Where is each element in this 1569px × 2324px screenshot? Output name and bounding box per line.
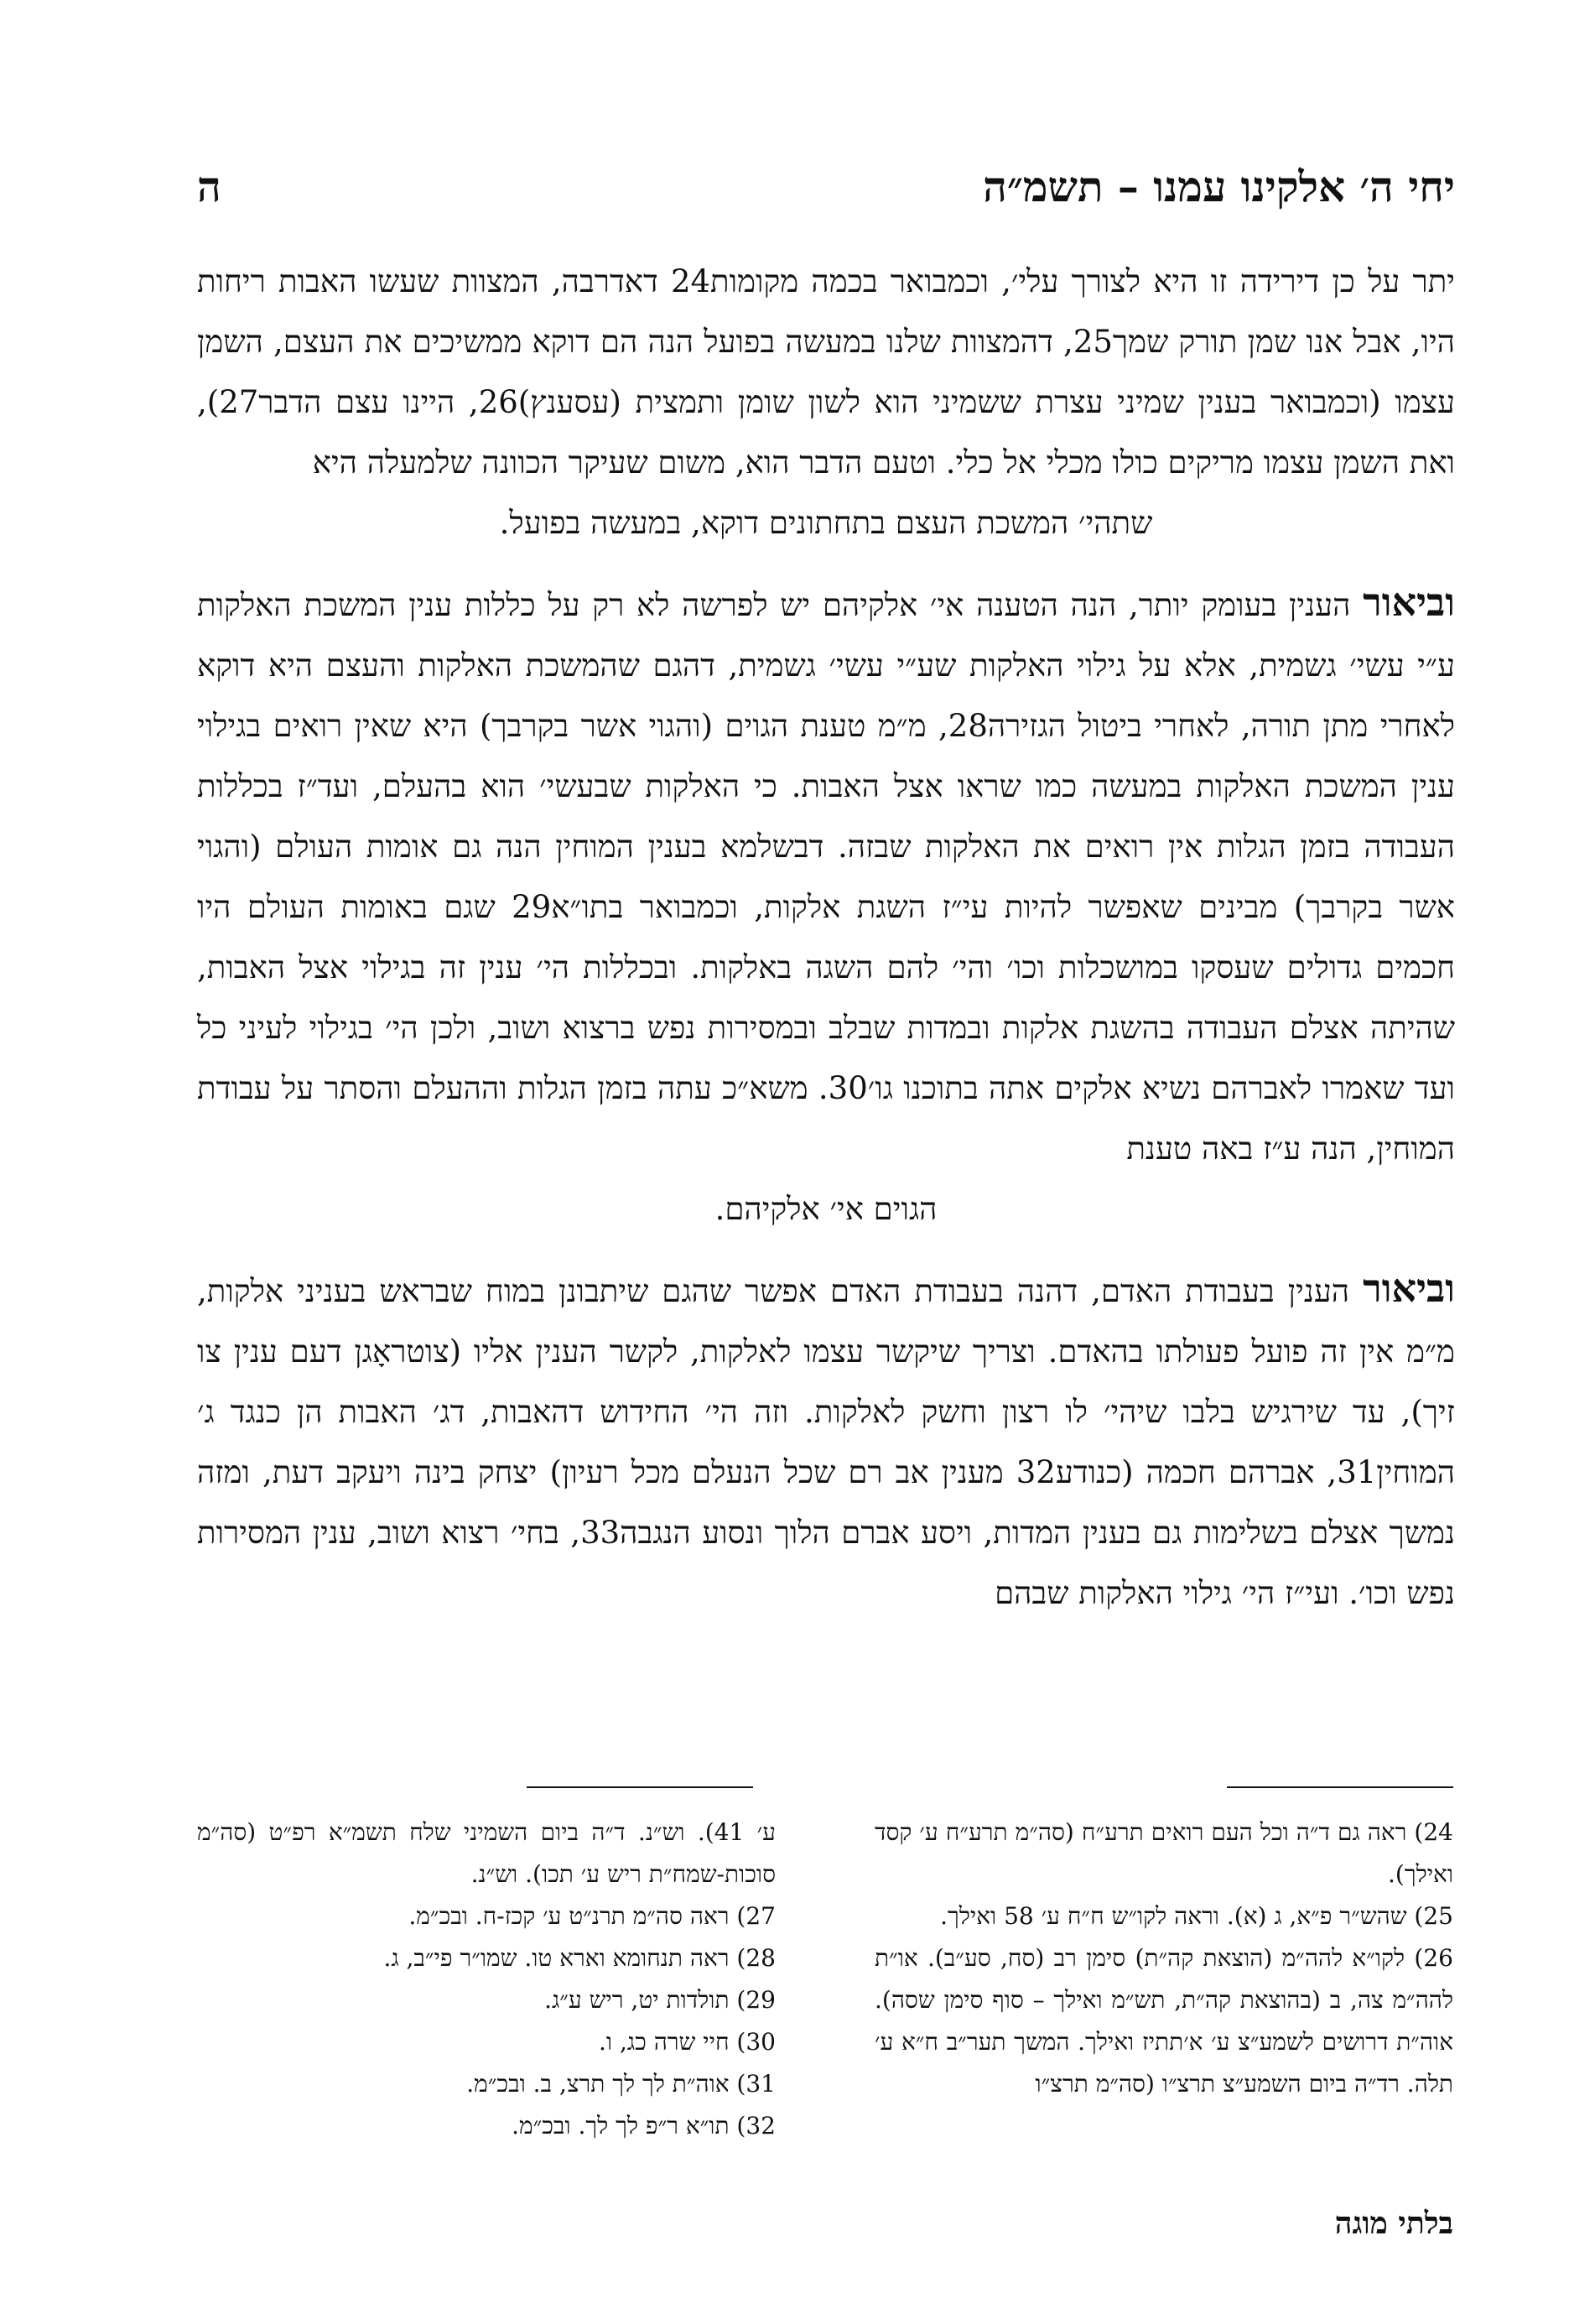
footnote: 31) אוה״ת לך לך תרצ, ב. ובכ״מ. [466, 2070, 776, 2098]
footnotes-left-column [197, 1812, 776, 2147]
footnote: 26) לקו״א להה״מ (הוצאת קה״ת) סימן רב (סח, סע״ב). או״ת להה״מ צה, ב (בהוצאת קה״ת, תש״מ ואילך – סוף סימן שסה). אוה״ת דרושים לשמע״צ ע׳ א׳תתיז ואילך. המשך תער״ב ח״א ע׳ תלה. רד״ה ביום השמע״צ תרצ״ו (סה״מ תרצ״ו [875, 1944, 1454, 2098]
footnote: 25) שהש״ר פ״א, ג (א). וראה לקו״ש ח״ח ע׳ 58 ואילך. [940, 1902, 1453, 1930]
paragraph-text: הענין בעומק יותר, הנה הטענה אי׳ אלקיהם יש לפרשה לא רק על כללות ענין המשכת האלקות ע״י עשי׳ גשמית, אלא על גילוי האלקות שע״י עשי׳ גשמית, דהגם שהמשכת האלקות והעצם היא דוקא לאחרי מתן תורה, לאחרי ביטול הגזירה28, מ״מ טענת הגוים (והגוי אשר בקרבך) היא שאין רואים בגילוי ענין המשכת האלקות במעשה כמו שראו אצל האבות. כי האלקות שבעשי׳ הוא בהעלם, ועד״ז בכללות העבודה בזמן הגלות אין רואים את האלקות שבזה. דבשלמא בענין המוחין הנה גם אומות העולם (והגוי אשר בקרבך) מבינים שאפשר להיות עי״ז השגת אלקות, וכמבואר בתו״א29 שגם באומות העולם היו חכמים גדולים שעסקו במושכלות וכו׳ והי׳ להם השגה באלקות. ובכללות הי׳ ענין זה בגילוי אצל האבות, שהיתה אצלם העבודה בהשגת אלקות ובמדות שבלב ובמסירות נפש ברצוא ושוב, ולכן הי׳ בגילוי לעיני כל ועד שאמרו לאברהם נשיא אלקים אתה בתוכנו גו׳30. משא״כ עתה בזמן הגלות וההעלם והסתר על עבודת המוחין, הנה ע״ז באה טענת [197, 587, 1455, 1167]
page-letter: ה [197, 161, 221, 211]
footnotes-right-column [875, 1812, 1453, 2105]
footnote: 30) חיי שרה כג, ו. [599, 2028, 776, 2056]
paragraph-3 [197, 1258, 1455, 1624]
footnote-divider-left [527, 1786, 753, 1788]
footnote: 27) ראה סה״מ תרנ״ט ע׳ קכז-ח. ובכ״מ. [408, 1902, 776, 1930]
footnote-divider-right [1227, 1786, 1453, 1788]
page-title: יחי ה׳ אלקינו עמנו – תשמ״ה [983, 161, 1455, 211]
page-header [197, 153, 1455, 220]
footnote: 29) תולדות יט, ריש ע״ג. [544, 1986, 776, 2014]
footnote: ע׳ 41). וש״נ. ד״ה ביום השמיני שלח תשמ״א רפ״ט (סה״מ סוכות-שמח״ת ריש ע׳ תכו). וש״נ. [197, 1818, 777, 1888]
footnote: 24) ראה גם ד״ה וכל העם רואים תרע״ח (סה״מ תרע״ח ע׳ קסד ואילך). [875, 1818, 1453, 1888]
paragraph-text: יתר על כן דירידה זו היא לצורך עלי׳, וכמבואר בכמה מקומות24 דאדרבה, המצוות שעשו האבות ריחות היו, אבל אנו שמן תורק שמך25, דהמצוות שלנו במעשה בפועל הנה הם דוקא ממשיכים את העצם, השמן עצמו (וכמבואר בענין שמיני עצרת ששמיני הוא לשון שומן ותמצית (עסענץ)26, היינו עצם הדבר27), ואת השמן עצמו מריקים כולו מכלי אל כלי. וטעם הדבר הוא, משום שעיקר הכוונה שלמעלה היא [197, 263, 1455, 481]
lead-word: וביאור [1363, 1266, 1455, 1311]
unedited-note: בלתי מוגה [1334, 2206, 1453, 2241]
paragraph-text: הענין בעבודת האדם, דהנה בעבודת האדם אפשר שהגם שיתבונן במוח שבראש בעניני אלקות, מ״מ אין זה פועל פעולתו בהאדם. וצריך שיקשר עצמו לאלקות, לקשר הענין אליו (צוטראָגן דעם ענין צו זיך), עד שירגיש בלבו שיהי׳ לו רצון וחשק לאלקות. וזה הי׳ החידוש דהאבות, דג׳ האבות הן כנגד ג׳ המוחין31, אברהם חכמה (כנודע32 מענין אב רם שכל הנעלם מכל רעיון) יצחק בינה ויעקב דעת, ומזה נמשך אצלם בשלימות גם בענין המדות, ויסע אברם הלוך ונסוע הנגבה33, בחי׳ רצוא ושוב, ענין המסירות נפש וכו׳. ועי״ז הי׳ גילוי האלקות שבהם [197, 1273, 1455, 1611]
paragraph-1-ending: שתהי׳ המשכת העצם בתחתונים דוקא, במעשה בפועל. [499, 505, 1153, 541]
paragraph-2 [197, 572, 1455, 1179]
paragraph-1 [197, 252, 1455, 493]
paragraph-2-ending: הגוים אי׳ אלקיהם. [714, 1191, 938, 1227]
main-text [197, 252, 1455, 1642]
lead-word: וביאור [1363, 580, 1455, 625]
footnote: 32) תו״א ר״פ לך לך. ובכ״מ. [512, 2112, 776, 2139]
footnote: 28) ראה תנחומא וארא טו. שמו״ר פי״ב, ג. [383, 1944, 776, 1972]
